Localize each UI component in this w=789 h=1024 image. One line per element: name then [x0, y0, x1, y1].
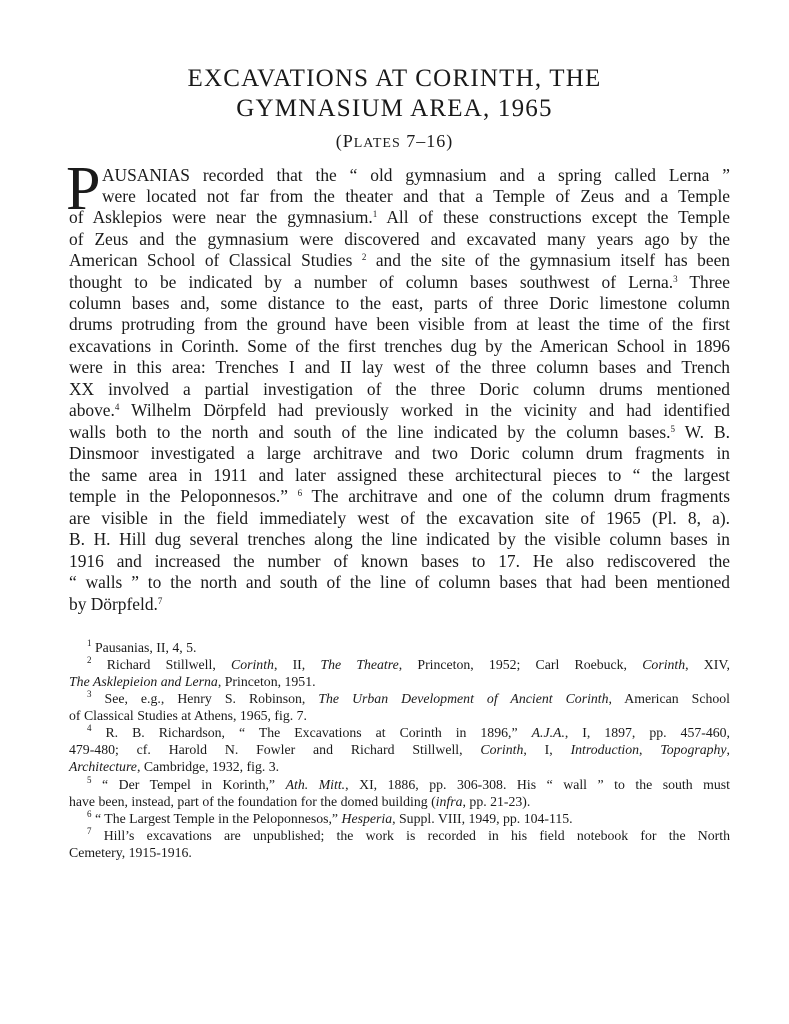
body-line: above.$^4$ Wilhelm Dörpfeld had previously worked in the vicinity and had identified	[69, 400, 730, 420]
body-line: XX involved a partial investigation of the three Doric column drums mentioned	[69, 379, 730, 399]
footnote-3: $^3$ See, e.g., Henry S. Robinson, The Urban Development of Ancient Corinth, American School	[87, 689, 730, 706]
footnote-2: $^2$ Richard Stillwell, Corinth, II, The Theatre, Princeton, 1952; Carl Roebuck, Corinth, XIV,	[87, 655, 730, 672]
body-line: “ walls ” to the north and south of the line of column bases that had been mentioned	[69, 572, 730, 592]
body-line: were located not far from the theater and that a Temple of Zeus and a Temple	[102, 186, 730, 206]
footnote-ref: 7	[157, 596, 163, 606]
body-line: 1916 and increased the number of known bases to 17. He also rediscovered the	[69, 551, 730, 571]
footnote-ref: 2	[361, 252, 367, 262]
body-line: walls both to the north and south of the line indicated by the column bases.$^5$ W. B.	[69, 422, 730, 442]
footnote-ref: 1	[372, 209, 378, 219]
footnote-5-cont: have been, instead, part of the foundation for the domed building (infra, pp. 21-23).	[69, 794, 531, 809]
body-line: the same area in 1911 and later assigned these architectural pieces to “ the largest	[69, 465, 730, 485]
body-line: were in this area: Trenches I and II lay west of the three column bases and Trench	[69, 357, 730, 377]
footnote-ref: 5	[670, 424, 676, 434]
footnote-5: $^5$ “ Der Tempel in Korinth,” Ath. Mitt., XI, 1886, pp. 306-308. His “ wall ” to the south must	[87, 775, 731, 792]
body-line: B. H. Hill dug several trenches along the line indicated by the visible column bases in	[69, 529, 730, 549]
footnote-7: $^7$ Hill’s excavations are unpublished; the work is recorded in his field notebook for the North	[87, 826, 730, 843]
body-line: American School of Classical Studies $^2$ and the site of the gymnasium itself has been	[69, 250, 730, 270]
body-line: Dinsmoor investigated a large architrave and two Doric column drum fragments in	[69, 443, 730, 463]
drop-cap: P	[66, 155, 101, 223]
footnote-7-cont: Cemetery, 1915-1916.	[69, 845, 192, 860]
footnote-4-cont: 479-480; cf. Harold N. Fowler and Richard Stillwell, Corinth, I, Introduction, Topography,	[69, 742, 730, 757]
article-title-line-2: GYMNASIUM AREA, 1965	[236, 95, 553, 122]
plates-reference: (PLATES 7–16)	[335, 131, 454, 151]
footnote-ref: 4	[114, 402, 120, 412]
body-line: drums protruding from the ground have been visible from at least the time of the first	[69, 314, 730, 334]
body-line: by Dörpfeld.$^7$	[69, 594, 163, 614]
article-title-line-1: EXCAVATIONS AT CORINTH, THE	[187, 65, 602, 92]
body-line: excavations in Corinth. Some of the first trenches dug by the American School in 1896	[69, 336, 730, 356]
body-line: of Asklepios were near the gymnasium.$^1$ All of these constructions except the Temple	[69, 207, 730, 227]
footnote-3-cont: of Classical Studies at Athens, 1965, fig. 7.	[69, 708, 307, 723]
body-line: are visible in the field immediately west of the excavation site of 1965 (Pl. 8, a).	[69, 508, 730, 528]
footnote-1: $^1$ Pausanias, II, 4, 5.	[87, 638, 197, 655]
footnote-4-cont: Architecture, Cambridge, 1932, fig. 3.	[69, 759, 280, 774]
footnote-6: $^6$ “ The Largest Temple in the Peloponnesos,” Hesperia, Suppl. VIII, 1949, pp. 104-115.	[87, 809, 573, 826]
footnote-4: $^4$ R. B. Richardson, “ The Excavations at Corinth in 1896,” A.J.A., I, 1897, pp. 457-460,	[87, 723, 730, 740]
footnote-ref: 3	[673, 274, 678, 284]
footnote-2-cont: The Asklepieion and Lerna, Princeton, 1951.	[69, 674, 316, 689]
body-line: of Zeus and the gymnasium were discovered and excavated many years ago by the	[69, 229, 730, 249]
footnote-ref: 6	[297, 488, 303, 498]
body-line: temple in the Peloponnesos.” $^6$ The architrave and one of the column drum fragments	[69, 486, 730, 506]
body-line: column bases and, some distance to the east, parts of three Doric limestone column	[69, 293, 730, 313]
body-line: AUSANIAS recorded that the “ old gymnasium and a spring called Lerna ”	[102, 165, 730, 185]
body-line: thought to be indicated by a number of column bases southwest of Lerna.$^3$ Three	[69, 272, 730, 292]
